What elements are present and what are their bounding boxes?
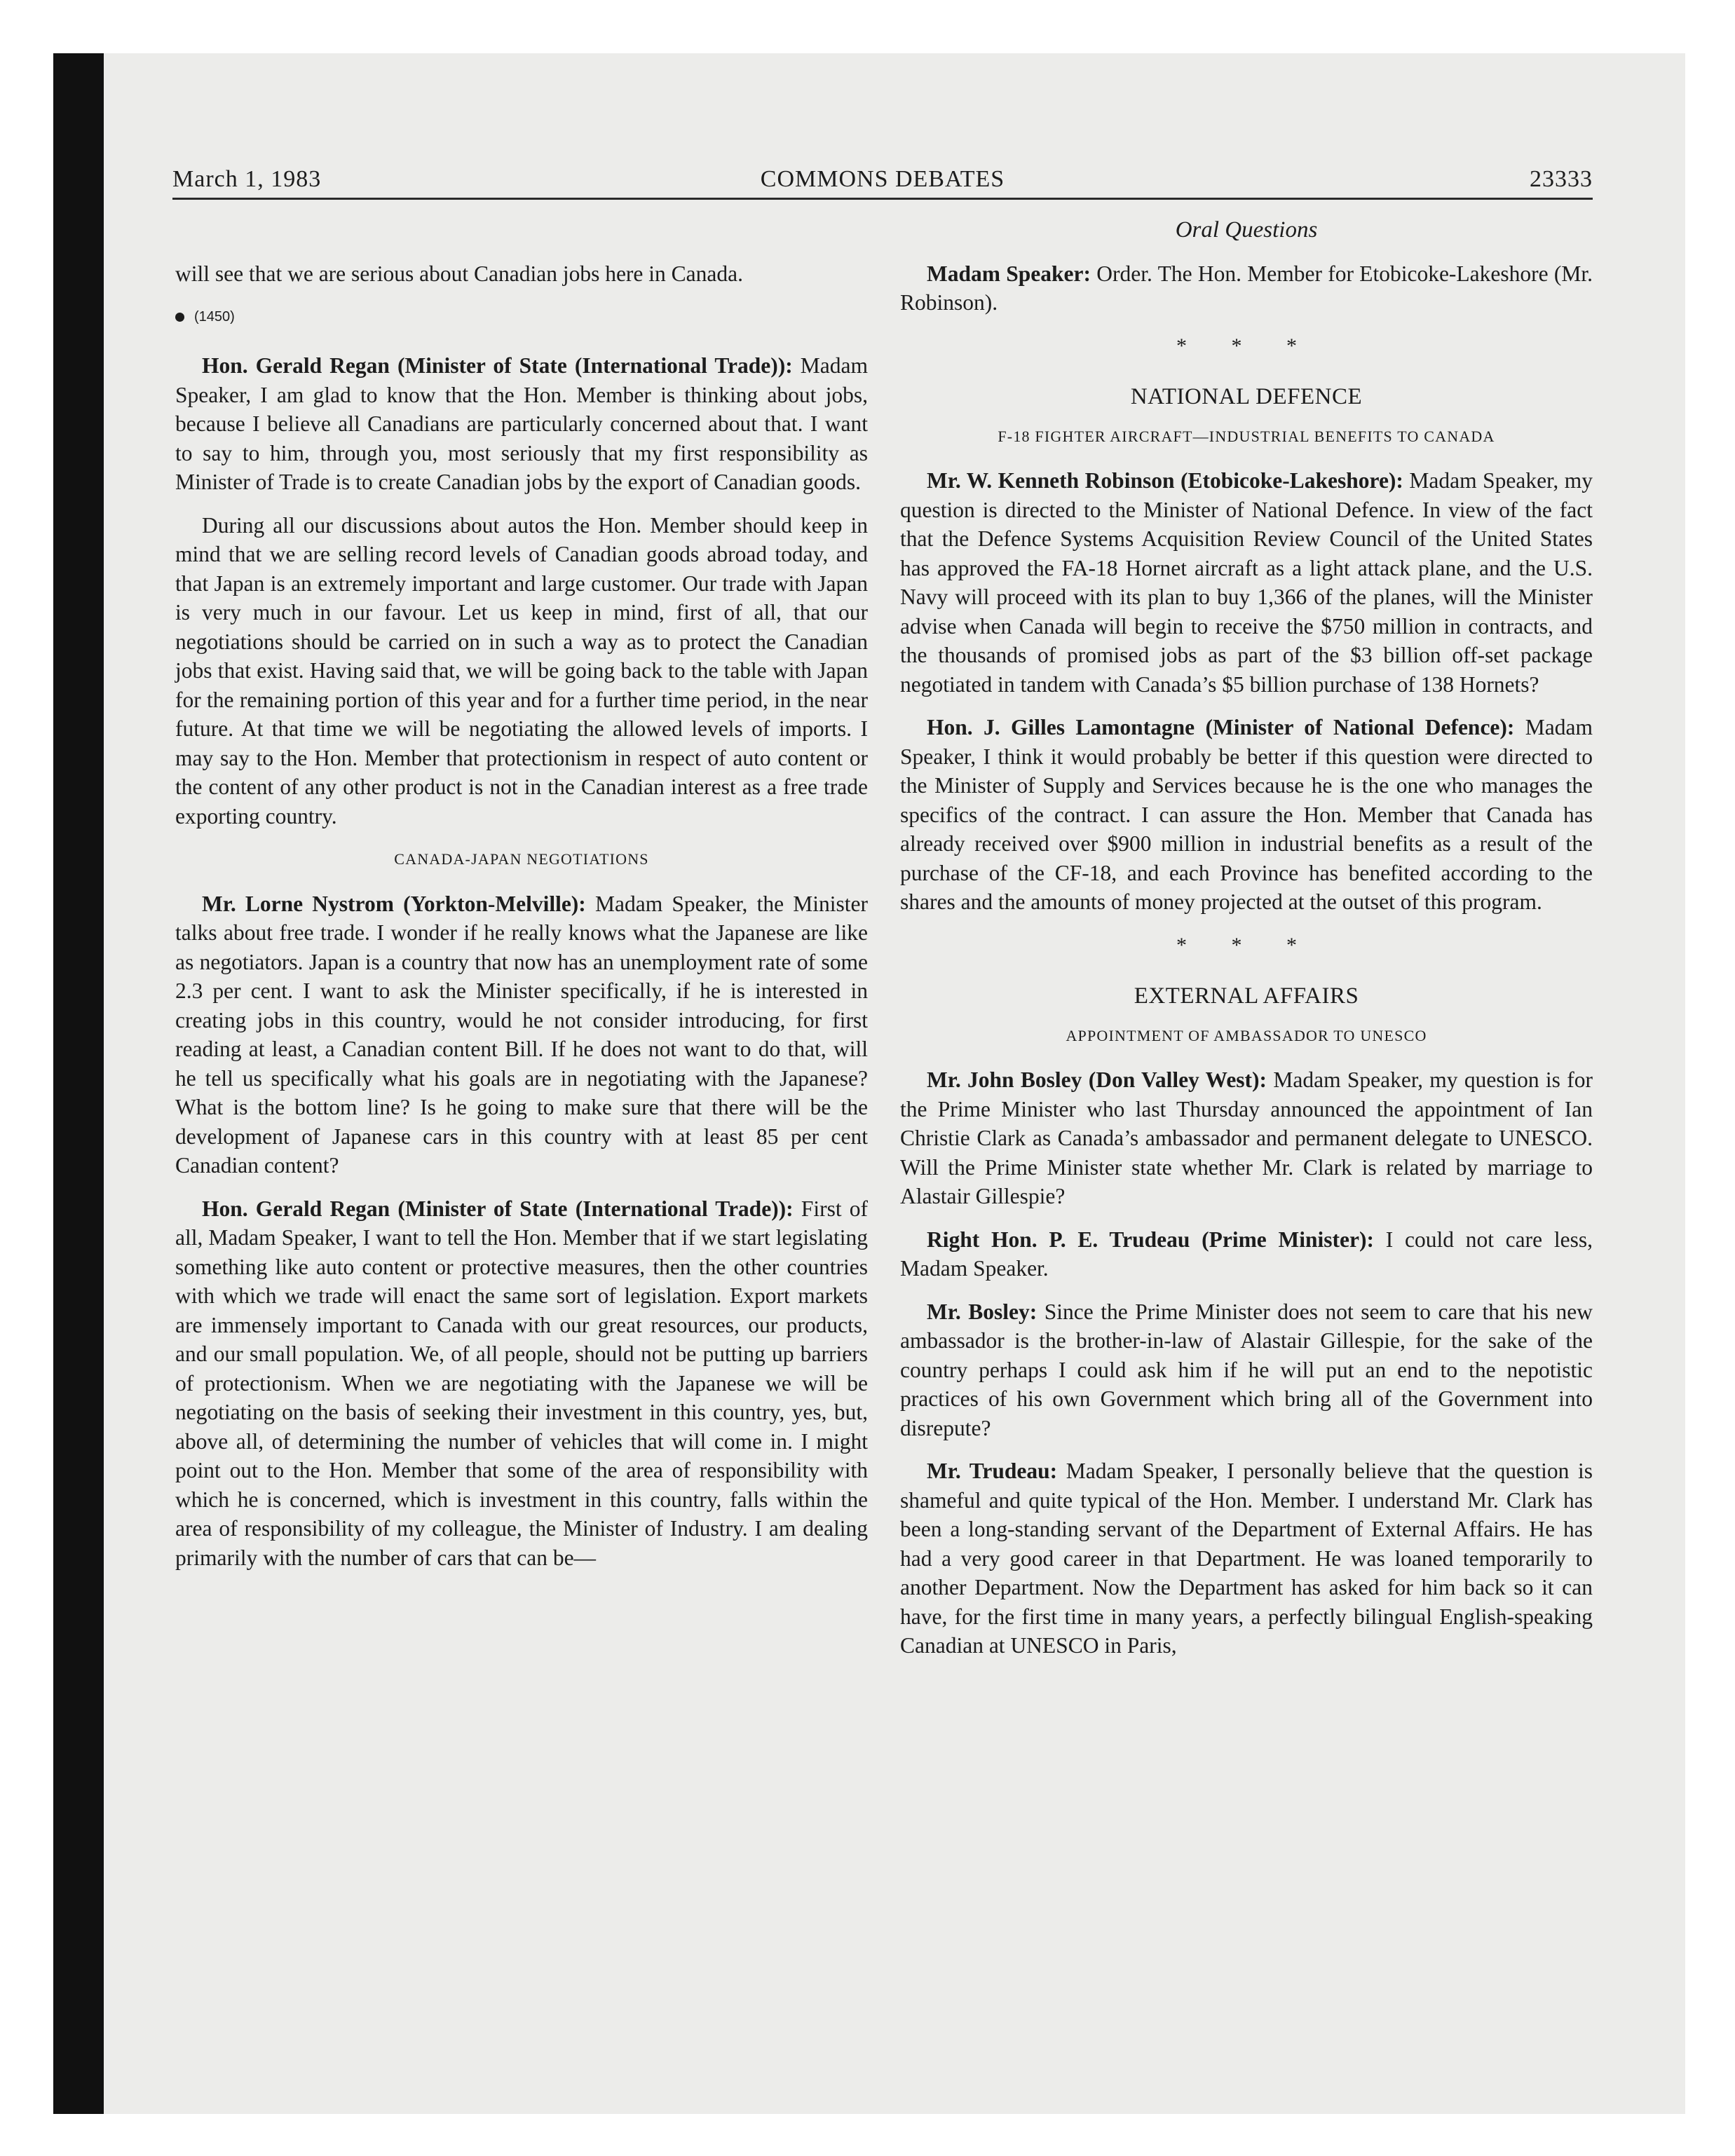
speech-paragraph — [900, 466, 1593, 699]
speaker-name: Madam Speaker: — [927, 261, 1091, 286]
speech-paragraph — [900, 1456, 1593, 1660]
page-header — [172, 165, 1593, 200]
left-column — [175, 259, 868, 1586]
speaker-name: Hon. Gerald Regan (Minister of State (International Trade)): — [202, 353, 793, 378]
speech-paragraph — [175, 1194, 868, 1573]
speech-text: Madam Speaker, my question is directed to the Minister of National Defence. In view of the fact that the Defence Systems Acquisition Review Council of the United States has approved the FA-18 Hornet aircraft as a light attack plane, and the U.S. Navy will proceed with its plan to buy 1,366 of the planes, will the Minister advise when Canada will begin to receive the $750 million in contracts, and the thousands of promised jobs as part of the $3 billion off-set package negotiated in tandem with Canada’s $5 billion purchase of 138 Hornets? — [900, 468, 1593, 697]
speaker-name: Hon. Gerald Regan (Minister of State (International Trade)): — [202, 1196, 794, 1221]
subheading: F-18 FIGHTER AIRCRAFT—INDUSTRIAL BENEFITS TO CANADA — [998, 427, 1495, 445]
speech-paragraph — [175, 889, 868, 1180]
speech-paragraph — [900, 1065, 1593, 1211]
subheading: APPOINTMENT OF AMBASSADOR TO UNESCO — [1066, 1026, 1427, 1044]
header-date: March 1, 1983 — [172, 166, 322, 192]
speech-text: Since the Prime Minister does not seem to care that his new ambassador is the brother-in-law of Alastair Gillespie, for the sake of the country perhaps I could ask him if he will put an end to the nepotistic practices of his own Government which bring all of the Government into disrepute? — [900, 1299, 1593, 1440]
binding-shadow — [53, 53, 104, 2114]
speech-text: Madam Speaker, I am glad to know that the Hon. Member is thinking about jobs, because I believe all Canadians are particularly concerned about that. I want to say to him, through you, most seriously that my first responsibility as Minister of Trade is to create Canadian jobs by the export of Canadian goods. — [175, 353, 868, 494]
speech-text: First of all, Madam Speaker, I want to tell the Hon. Member that if we start legislating something like auto content or protective measures, then the other countries with which we trade will enact the same sort of legislation. Export markets are immensely important to Canada with our great resources, our products, and our small population. We, of all people, should not be putting up barriers of protectionism. When we are negotiating with the Japanese we will be negotiating on the basis of seeking their investment in this country, yes, but, above all, of determining the number of vehicles that will come in. I might point out to the Hon. Member that some of the area of responsibility with which he is concerned, which is investment in this country, falls within the area of responsibility of my colleague, the Minister of Industry. I am dealing primarily with the number of cars that can be— — [175, 1196, 868, 1570]
speaker-name: Mr. John Bosley (Don Valley West): — [927, 1067, 1267, 1092]
bullet-dot-icon — [175, 313, 184, 322]
section-title: EXTERNAL AFFAIRS — [1134, 983, 1359, 1009]
speech-paragraph — [900, 713, 1593, 917]
opening-paragraph: will see that we are serious about Canadian jobs here in Canada. — [175, 261, 743, 286]
header-page-number: 23333 — [1530, 166, 1593, 192]
speaker-name: Mr. Lorne Nystrom (Yorkton-Melville): — [202, 891, 586, 916]
speech-text: Order. The Hon. Member for Etobicoke-Lakeshore (Mr. Robinson). — [900, 261, 1593, 315]
speech-text: Madam Speaker, my question is for the Prime Minister who last Thursday announced the appointment of Ian Christie Clark as Canada’s ambassador and permanent delegate to UNESCO. Will the Prime Minister state whether Mr. Clark is related by marriage to Alastair Gillespie? — [900, 1067, 1593, 1208]
time-marker-label: (1450) — [194, 308, 235, 325]
speech-text: Madam Speaker, the Minister talks about free trade. I wonder if he really knows what the Japanese are like as negotiators. Japan is a country that now has an unemployment rate of some 2.3 per cent. I want to ask the Minister specifically, if he is interested in creating jobs in this country, would he not consider introducing, for first reading at least, a Canadian content Bill. If he does not want to do that, will he tell us specifically what his goals are in negotiating with the Japanese? What is the bottom line? Is he going to make sure that there will be the development of Japanese cars in this country with at least 85 per cent Canadian content? — [175, 891, 869, 1178]
speech-text: I could not care less, Madam Speaker. — [900, 1227, 1593, 1281]
speech-paragraph: During all our discussions about autos the Hon. Member should keep in mind that we are selling record levels of Canadian goods abroad today, and that Japan is an extremely important and large customer. Our trade with Japan is very much in our favour. Let us keep in mind, first of all, that our negotiations should be carried on in such a way as to protect the Canadian jobs that exist. Having said that, we will be going back to the table with Japan for the remaining portion of this year and for a further time period, in the near future. At that time we will be negotiating the allowed levels of imports. I may say to the Hon. Member that protectionism in respect of auto content or the content of any other product is not in the Canadian interest as a free trade exporting country. — [175, 512, 868, 828]
section-title: NATIONAL DEFENCE — [1130, 384, 1363, 409]
speech-text: Madam Speaker, I personally believe that the question is shameful and quite typical of the Hon. Member. I understand Mr. Clark has been a long-standing servant of the Department of External Affairs. He has had a very good career in that Department. He was loaned temporarily to another Department. Now the Department has asked for him back so it can have, for the first time in many years, a perfectly bilingual English-speaking Canadian at UNESCO in Paris, — [900, 1459, 1593, 1658]
subheading: CANADA-JAPAN NEGOTIATIONS — [394, 850, 649, 868]
header-title: COMMONS DEBATES — [760, 166, 1005, 192]
speaker-name: Mr. Trudeau: — [927, 1459, 1058, 1483]
running-head: Oral Questions — [1175, 217, 1318, 243]
speaker-name: Hon. J. Gilles Lamontagne (Minister of National Defence): — [927, 715, 1515, 739]
speech-paragraph — [900, 259, 1593, 318]
time-marker — [175, 303, 868, 332]
speaker-name: Right Hon. P. E. Trudeau (Prime Minister): — [927, 1227, 1374, 1252]
speech-text: Madam Speaker, I think it would probably be better if this question were directed to the Minister of Supply and Services because he is the one who manages the specifics of the contract. I can assure the Hon. Member that Canada has already received over $900 million in industrial benefits as a result of the purchase of the CF-18, and each Province has benefited according to the shares and the amounts of money projected at the outset of this program. — [900, 715, 1593, 914]
speaker-name: Mr. Bosley: — [927, 1299, 1037, 1324]
right-column — [900, 216, 1593, 1674]
speech-paragraph — [900, 1297, 1593, 1443]
speech-paragraph — [175, 351, 868, 497]
speech-paragraph — [900, 1225, 1593, 1283]
section-separator: * * * — [1176, 334, 1316, 357]
speaker-name: Mr. W. Kenneth Robinson (Etobicoke-Lakeshore): — [927, 468, 1403, 493]
section-separator: * * * — [1176, 933, 1316, 957]
